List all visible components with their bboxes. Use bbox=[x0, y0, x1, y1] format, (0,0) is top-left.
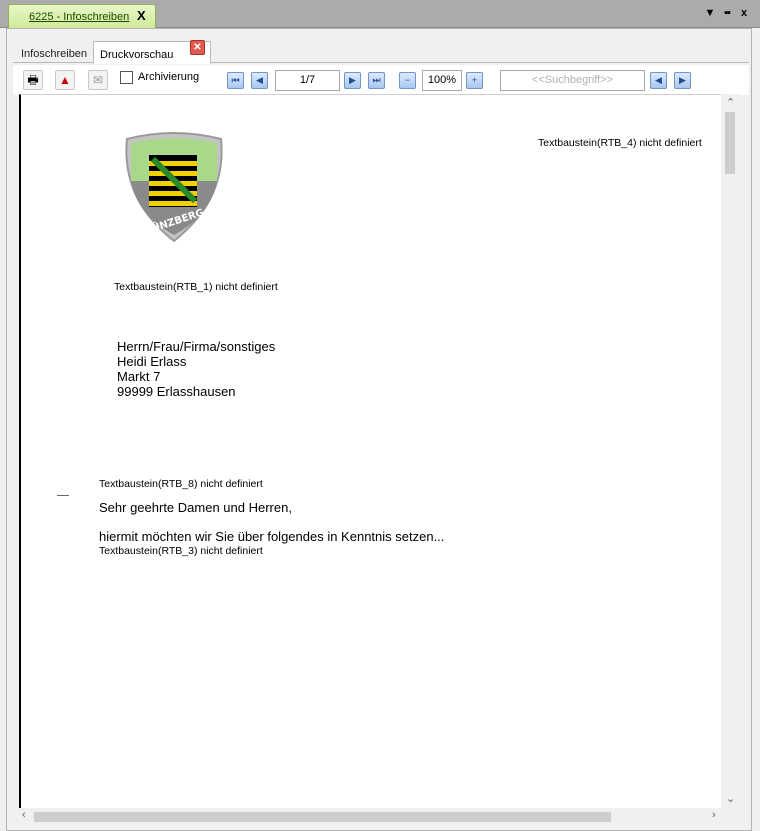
pin-icon[interactable]: ▪▪ bbox=[724, 7, 730, 19]
dropdown-icon[interactable]: ▼ bbox=[704, 7, 716, 19]
page-field[interactable]: 1/7 bbox=[275, 70, 340, 91]
scroll-left-icon[interactable]: ‹ bbox=[22, 809, 26, 821]
window-close-icon[interactable]: x bbox=[740, 7, 748, 19]
rtb3-text: Textbaustein(RTB_3) nicht definiert bbox=[99, 545, 263, 557]
last-page-button[interactable]: ⏭ bbox=[368, 72, 385, 89]
previous-page-button[interactable]: ◀ bbox=[251, 72, 268, 89]
zoom-field[interactable]: 100% bbox=[422, 70, 462, 91]
muenzberg-crest-logo bbox=[119, 129, 229, 247]
address-line: 99999 Erlasshausen bbox=[117, 384, 236, 399]
tab-close-icon[interactable]: ✕ bbox=[190, 40, 205, 55]
pdf-icon[interactable]: ▲ bbox=[55, 70, 75, 90]
next-page-button[interactable]: ▶ bbox=[344, 72, 361, 89]
scroll-right-icon[interactable]: › bbox=[712, 809, 716, 821]
document-tab-label: 6225 - Infoschreiben bbox=[29, 11, 130, 23]
address-line: Markt 7 bbox=[117, 369, 161, 384]
mail-icon[interactable]: ✉ bbox=[88, 70, 108, 90]
rtb1-text: Textbaustein(RTB_1) nicht definiert bbox=[114, 281, 278, 293]
address-line: Heidi Erlass bbox=[117, 354, 187, 369]
tab-druckvorschau[interactable]: Druckvorschau bbox=[93, 41, 211, 64]
close-icon[interactable]: X bbox=[137, 8, 146, 23]
address-line: Herrn/Frau/Firma/sonstiges bbox=[117, 339, 276, 354]
horizontal-scroll-thumb[interactable] bbox=[34, 812, 611, 822]
archive-label: Archivierung bbox=[138, 71, 200, 83]
fold-mark bbox=[57, 495, 69, 496]
archive-checkbox[interactable] bbox=[120, 71, 133, 84]
inner-tabstrip bbox=[13, 39, 749, 63]
document-tab[interactable] bbox=[8, 4, 156, 28]
scroll-up-icon[interactable]: ⌃ bbox=[726, 97, 736, 109]
print-icon[interactable]: 🖶 bbox=[23, 70, 43, 90]
tab-infoschreiben[interactable]: Infoschreiben bbox=[21, 48, 88, 60]
print-preview-page bbox=[19, 94, 739, 809]
logo-text: MÜNZBERG bbox=[141, 207, 206, 238]
rtb8-text: Textbaustein(RTB_8) nicht definiert bbox=[99, 478, 263, 490]
first-page-button[interactable]: ⏮ bbox=[227, 72, 244, 89]
rtb4-text: Textbaustein(RTB_4) nicht definiert bbox=[538, 137, 702, 149]
vertical-scroll-thumb[interactable] bbox=[725, 112, 735, 174]
vertical-scrollbar[interactable] bbox=[721, 94, 739, 809]
search-input[interactable]: <<Suchbegriff>> bbox=[500, 70, 645, 91]
search-next-button[interactable]: ▶ bbox=[674, 72, 691, 89]
salutation-text: Sehr geehrte Damen und Herren, bbox=[99, 500, 292, 515]
zoom-in-button[interactable]: + bbox=[466, 72, 483, 89]
zoom-out-button[interactable]: − bbox=[399, 72, 416, 89]
document-tabstrip bbox=[0, 0, 760, 28]
scroll-down-icon[interactable]: ⌄ bbox=[726, 793, 736, 805]
horizontal-scrollbar[interactable] bbox=[19, 808, 739, 825]
preview-toolbar bbox=[13, 65, 749, 95]
body-text: hiermit möchten wir Sie über folgendes in Kenntnis setzen... bbox=[99, 529, 445, 544]
search-previous-button[interactable]: ◀ bbox=[650, 72, 667, 89]
